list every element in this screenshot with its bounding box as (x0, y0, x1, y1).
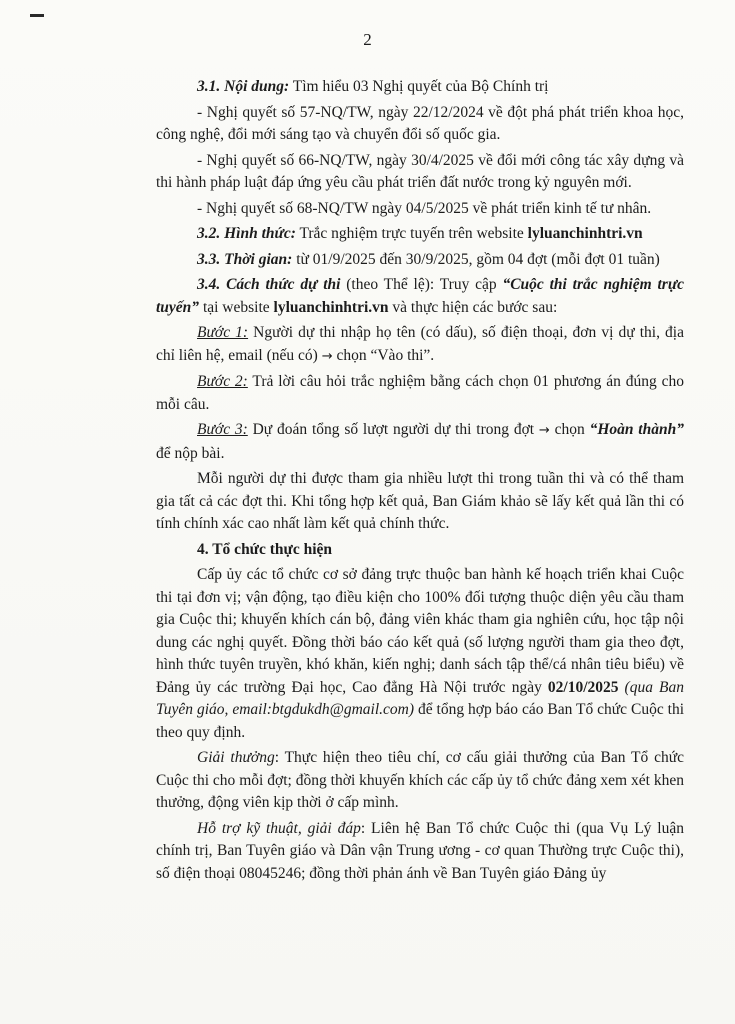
section-3-4-website: lyluanchinhtri.vn (273, 298, 389, 316)
step-3-text3: để nộp bài. (156, 444, 225, 462)
section-4-paragraph (156, 564, 684, 744)
step-3-text2: chọn (549, 421, 590, 438)
support-text: : Liên hệ Ban Tổ chức Cuộc thi (qua Vụ Lý luận chính trị, Ban Tuyên giáo và Dân vận Trung ương - cơ quan Thường trực Cuộc thi), số điện thoại 08045246; đồng thời phản ánh về Ban Tuyên giáo Đảng ủy (156, 819, 684, 882)
section-4-text2: để tổng hợp báo cáo Ban Tổ chức Cuộc thi theo quy định. (156, 701, 684, 741)
section-3-4-text1: (theo Thể lệ): Truy cập (340, 276, 503, 293)
section-3-2-website: lyluanchinhtri.vn (527, 225, 643, 242)
section-3-1 (156, 76, 684, 99)
section-3-4-text2: tại website (199, 298, 274, 316)
step-1-text1: Người dự thi nhập họ tên (có dấu), số điện thoại, đơn vị dự thi, địa chỉ liên hệ, email (nếu có) (156, 324, 684, 364)
arrow-right-icon: → (538, 423, 550, 438)
step-3-text1: Dự đoán tổng số lượt người dự thi trong đợt (247, 421, 539, 438)
prize-paragraph (156, 747, 684, 815)
section-3-4-contest: “Cuộc thi trắc nghiệm trực tuyến” (156, 276, 684, 316)
section-3-2-heading: 3.2. Hình thức: (197, 225, 296, 242)
prize-text: : Thực hiện theo tiêu chí, cơ cấu giải thưởng của Ban Tổ chức Cuộc thi cho mỗi đợt; đồng thời khuyến khích các cấp ủy tổ chức đảng xem xét khen thưởng, động viên kịp thời ở cấp mình. (156, 749, 685, 811)
section-3-4 (156, 274, 684, 319)
step-3 (156, 419, 684, 465)
section-4-text1: Cấp ủy các tổ chức cơ sở đảng trực thuộc ban hành kế hoạch triển khai Cuộc thi tại đơn vị; vận động, tạo điều kiện cho 100% đối tượng thuộc diện yêu cầu tham gia Cuộc thi; khuyến khích cán bộ, đảng viên khác tham gia nghiên cứu, học tập nội dung các nghị quyết. Đồng thời báo cáo kết quả (số lượng người tham gia theo đợt, hình thức tuyên truyền, khó khăn, kiến nghị; danh sách tập thể/cá nhân tiêu biểu) về Đảng ủy các trường Đại học, Cao đẳng Hà Nội trước ngày (156, 566, 684, 696)
scan-mark (30, 14, 44, 17)
report-contact: (qua Ban Tuyên giáo, email:btgdukdh@gmail.com) (156, 678, 684, 718)
support-paragraph (156, 818, 684, 886)
section-3-4-heading: 3.4. Cách thức dự thi (197, 276, 341, 293)
section-4-heading: 4. Tổ chức thực hiện (197, 540, 333, 558)
step-1-text2: chọn “Vào thi”. (332, 346, 435, 364)
step-2-label: Bước 2: (197, 373, 248, 390)
section-3-1-text: Tìm hiểu 03 Nghị quyết của Bộ Chính trị (289, 78, 549, 95)
section-3-3-heading: 3.3. Thời gian: (197, 250, 293, 268)
resolution-57: - Nghị quyết số 57-NQ/TW, ngày 22/12/2024 về đột phá phát triển khoa học, công nghệ, đổi mới sáng tạo và chuyển đổi số quốc gia. (156, 103, 684, 143)
arrow-right-icon: → (321, 348, 333, 364)
page-number: 2 (363, 30, 372, 49)
prize-label: Giải thưởng (197, 749, 275, 766)
step-3-label: Bước 3: (197, 421, 248, 438)
section-3-2 (156, 223, 684, 246)
resolution-66: - Nghị quyết số 66-NQ/TW, ngày 30/4/2025 về đổi mới công tác xây dựng và thi hành pháp luật đáp ứng yêu cầu phát triển đất nước trong kỷ nguyên mới. (156, 151, 684, 191)
step-3-finish: “Hoàn thành” (589, 421, 684, 438)
support-label: Hỗ trợ kỹ thuật, giải đáp (197, 819, 361, 837)
section-3-3 (156, 249, 684, 272)
step-2-text: Trả lời câu hỏi trắc nghiệm bằng cách chọn 01 phương án đúng cho mỗi câu. (156, 373, 684, 413)
resolution-68: - Nghị quyết số 68-NQ/TW ngày 04/5/2025 về phát triển kinh tế tư nhân. (197, 199, 652, 217)
rules-paragraph: Mỗi người dự thi được tham gia nhiều lượt thi trong tuần thi và có thể tham gia tất cả các đợt thi. Khi tổng hợp kết quả, Ban Giám khảo sẽ lấy kết quả lần thi có tính chính xác cao nhất làm kết quả chính thức. (156, 470, 684, 532)
document-body (156, 76, 684, 888)
report-deadline: 02/10/2025 (547, 678, 619, 696)
section-3-4-text3: và thực hiện các bước sau: (388, 298, 558, 316)
section-3-3-text: từ 01/9/2025 đến 30/9/2025, gồm 04 đợt (mỗi đợt 01 tuần) (292, 250, 660, 268)
section-3-1-heading: 3.1. Nội dung: (197, 78, 290, 95)
step-2 (156, 371, 684, 416)
section-3-2-text: Trắc nghiệm trực tuyến trên website (295, 225, 528, 242)
step-1-label: Bước 1: (197, 324, 249, 341)
step-1 (156, 322, 684, 368)
